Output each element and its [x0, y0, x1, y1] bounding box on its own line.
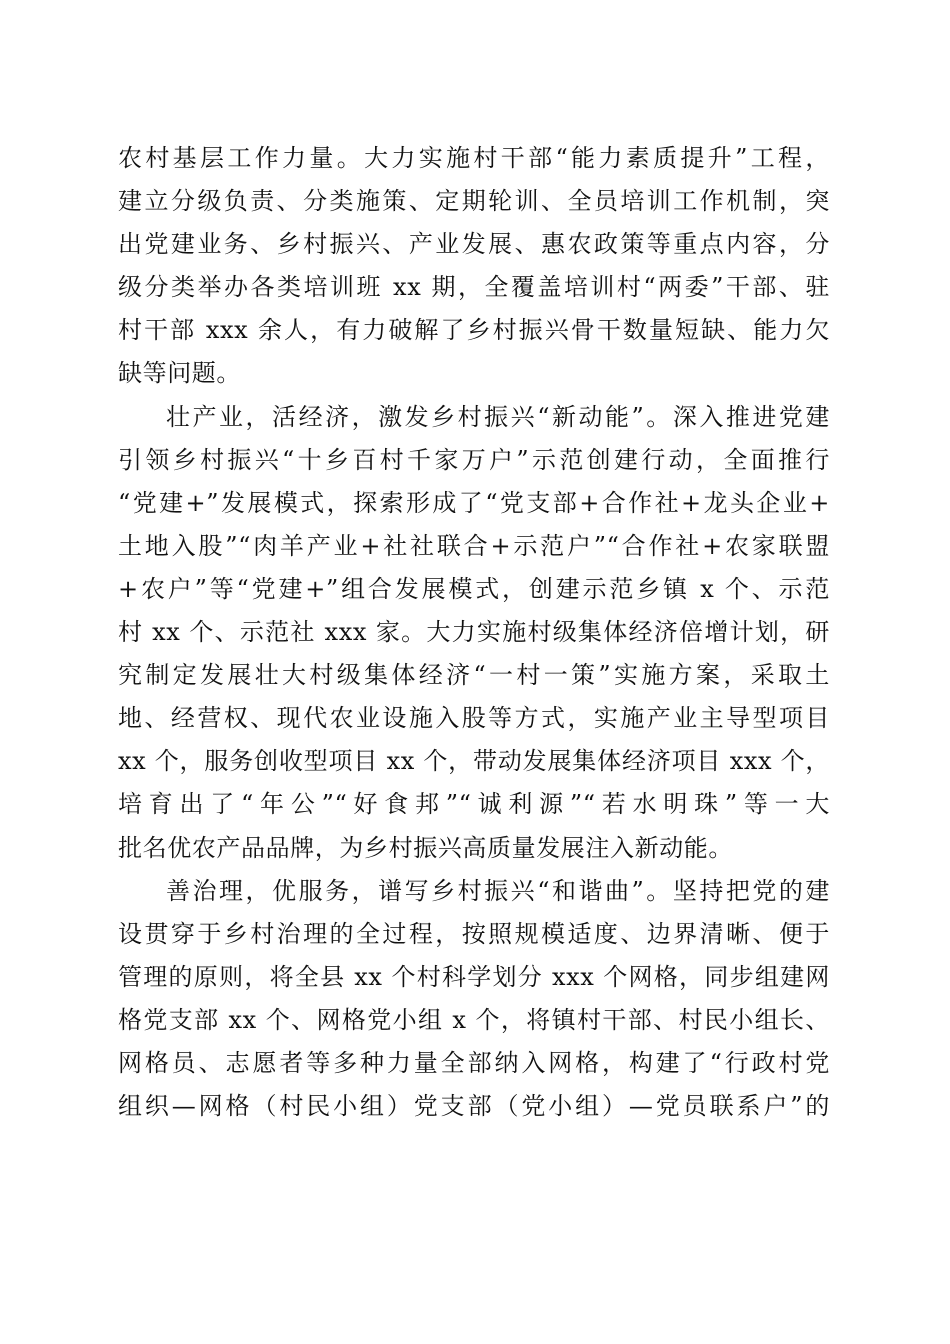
text-line: 村干部 xxx 余人，有力破解了乡村振兴骨干数量短缺、能力欠: [118, 316, 830, 345]
text-line: 农村基层工作力量。大力实施村干部“能力素质提升”工程，: [118, 144, 830, 172]
text-line: 引领乡村振兴“十乡百村千家万户”示范创建行动，全面推行: [118, 445, 830, 474]
text-line: 缺等问题。: [118, 359, 241, 388]
paragraph-2: [118, 396, 830, 870]
text-line: 培育出了“年公”“好食邦”“诚利源”“若水明珠”等一大: [118, 790, 830, 819]
paragraph-1: [118, 137, 830, 396]
text-line: 格党支部 xx 个、网格党小组 x 个，将镇村干部、村民小组长、: [118, 1005, 830, 1034]
body-text: [118, 137, 830, 1128]
text-line: 网格员、志愿者等多种力量全部纳入网格，构建了“行政村党: [118, 1048, 830, 1077]
text-line: 村 xx 个、示范社 xxx 家。大力实施村级集体经济倍增计划，研: [118, 618, 830, 647]
text-line: 批名优农产品品牌，为乡村振兴高质量发展注入新动能。: [118, 833, 733, 862]
text-line: 设贯穿于乡村治理的全过程，按照规模适度、边界清晰、便于: [118, 919, 830, 948]
text-line: 组织—网格（村民小组）党支部（党小组）—党员联系户”的: [118, 1092, 830, 1121]
text-line: 地、经营权、现代农业设施入股等方式，实施产业主导型项目: [118, 704, 830, 733]
text-line: 建立分级负责、分类施策、定期轮训、全员培训工作机制，突: [118, 187, 830, 216]
text-line: “党建+”发展模式，探索形成了“党支部+合作社+龙头企业+: [118, 488, 830, 517]
text-line: xx 个，服务创收型项目 xx 个，带动发展集体经济项目 xxx 个，: [118, 747, 830, 776]
text-line: 出党建业务、乡村振兴、产业发展、惠农政策等重点内容，分: [118, 230, 830, 259]
text-line: 管理的原则，将全县 xx 个村科学划分 xxx 个网格，同步组建网: [118, 962, 830, 991]
text-line: +农户”等“党建+”组合发展模式，创建示范乡镇 x 个、示范: [118, 574, 830, 603]
text-line: 土地入股”“肉羊产业+社社联合+示范户”“合作社+农家联盟: [118, 531, 830, 560]
text-line: 究制定发展壮大村级集体经济“一村一策”实施方案，采取土: [118, 661, 830, 690]
text-line: 壮产业，活经济，激发乡村振兴“新动能”。深入推进党建: [166, 402, 830, 431]
text-line: 级分类举办各类培训班 xx 期，全覆盖培训村“两委”干部、驻: [118, 273, 830, 302]
text-line: 善治理，优服务，谱写乡村振兴“和谐曲”。坚持把党的建: [166, 876, 830, 905]
paragraph-3: [118, 870, 830, 1129]
